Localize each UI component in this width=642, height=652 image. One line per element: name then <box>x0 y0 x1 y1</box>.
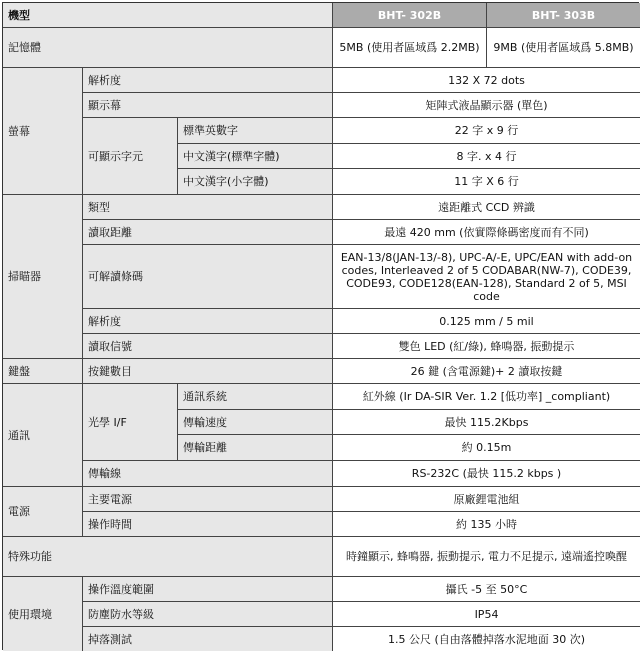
scanner-type-value: 遠距離式 CCD 辨識 <box>333 195 640 220</box>
keyboard-keys-value: 26 鍵 (含電源鍵)+ 2 讀取按鍵 <box>333 359 640 384</box>
special-value: 時鐘顯示, 蜂鳴器, 振動提示, 電力不足提示, 遠端遙控喚醒 <box>333 537 640 577</box>
scanner-label: 掃瞄器 <box>3 195 83 359</box>
scanner-type-label: 類型 <box>83 195 333 220</box>
env-temp-label: 操作溫度範圍 <box>83 577 333 602</box>
power-main-value: 原廠鋰電池組 <box>333 487 640 512</box>
env-drop-label: 掉落測試 <box>83 627 333 651</box>
comm-optical-row-value: 約 0.15m <box>333 435 640 461</box>
env-ip-value: IP54 <box>333 602 640 627</box>
comm-label: 通訊 <box>3 384 83 487</box>
env-label: 使用環境 <box>3 577 83 651</box>
comm-cable-value: RS-232C (最快 115.2 kbps ) <box>333 461 640 487</box>
memory-303b-value: 9MB (使用者區域爲 5.8MB) <box>487 28 640 68</box>
header-bht303b: BHT- 303B <box>487 3 640 28</box>
display-chars-label: 可顯示字元 <box>83 118 178 195</box>
header-model-label: 機型 <box>3 3 333 28</box>
display-screen-value: 矩陣式液晶顯示器 (單色) <box>333 93 640 118</box>
scanner-distance-label: 讀取距離 <box>83 220 333 245</box>
power-time-label: 操作時間 <box>83 512 333 537</box>
comm-optical-row-value: 最快 115.2Kbps <box>333 410 640 435</box>
scanner-distance-value: 最遠 420 mm (依實際條碼密度而有不同) <box>333 220 640 245</box>
power-label: 電源 <box>3 487 83 537</box>
power-main-label: 主要電源 <box>83 487 333 512</box>
spec-table <box>2 2 639 650</box>
display-chars-row-value: 8 字. x 4 行 <box>333 144 640 169</box>
comm-cable-label: 傳輸線 <box>83 461 333 487</box>
display-screen-label: 顯示幕 <box>83 93 333 118</box>
scanner-resolution-value: 0.125 mm / 5 mil <box>333 309 640 334</box>
scanner-codes-value: EAN-13/8(JAN-13/-8), UPC-A/-E, UPC/EAN with add-on codes, Interleaved 2 of 5 CODABAR(NW-7), CODE39, CODE93, CODE128(EAN-128), Standard 2 of 5, MSI code <box>333 245 640 309</box>
memory-label: 記憶體 <box>3 28 333 68</box>
power-time-value: 約 135 小時 <box>333 512 640 537</box>
comm-optical-row-value: 紅外線 (Ir DA-SIR Ver. 1.2 [低功率] _compliant) <box>333 384 640 410</box>
comm-optical-row-label: 傳輸速度 <box>178 410 333 435</box>
comm-optical-label: 光學 I/F <box>83 384 178 461</box>
env-ip-label: 防塵防水等級 <box>83 602 333 627</box>
display-label: 螢幕 <box>3 68 83 195</box>
scanner-codes-label: 可解讀條碼 <box>83 245 333 309</box>
display-resolution-label: 解析度 <box>83 68 333 93</box>
scanner-resolution-label: 解析度 <box>83 309 333 334</box>
env-temp-value: 攝氏 -5 至 50°C <box>333 577 640 602</box>
display-chars-row-label: 中文漢字(標準字體) <box>178 144 333 169</box>
comm-optical-row-label: 通訊系統 <box>178 384 333 410</box>
scanner-signal-value: 雙色 LED (紅/綠), 蜂鳴器, 振動提示 <box>333 334 640 359</box>
header-bht302b: BHT- 302B <box>333 3 487 28</box>
env-drop-value: 1.5 公尺 (自由落體掉落水泥地面 30 次) <box>333 627 640 651</box>
special-label: 特殊功能 <box>3 537 333 577</box>
comm-optical-row-label: 傳輸距離 <box>178 435 333 461</box>
display-chars-row-value: 11 字 X 6 行 <box>333 169 640 195</box>
keyboard-keys-label: 按鍵數目 <box>83 359 333 384</box>
keyboard-label: 鍵盤 <box>3 359 83 384</box>
scanner-signal-label: 讀取信號 <box>83 334 333 359</box>
display-chars-row-label: 標準英數字 <box>178 118 333 144</box>
display-chars-row-value: 22 字 x 9 行 <box>333 118 640 144</box>
display-resolution-value: 132 X 72 dots <box>333 68 640 93</box>
display-chars-row-label: 中文漢字(小字體) <box>178 169 333 195</box>
memory-302b-value: 5MB (使用者區域爲 2.2MB) <box>333 28 487 68</box>
